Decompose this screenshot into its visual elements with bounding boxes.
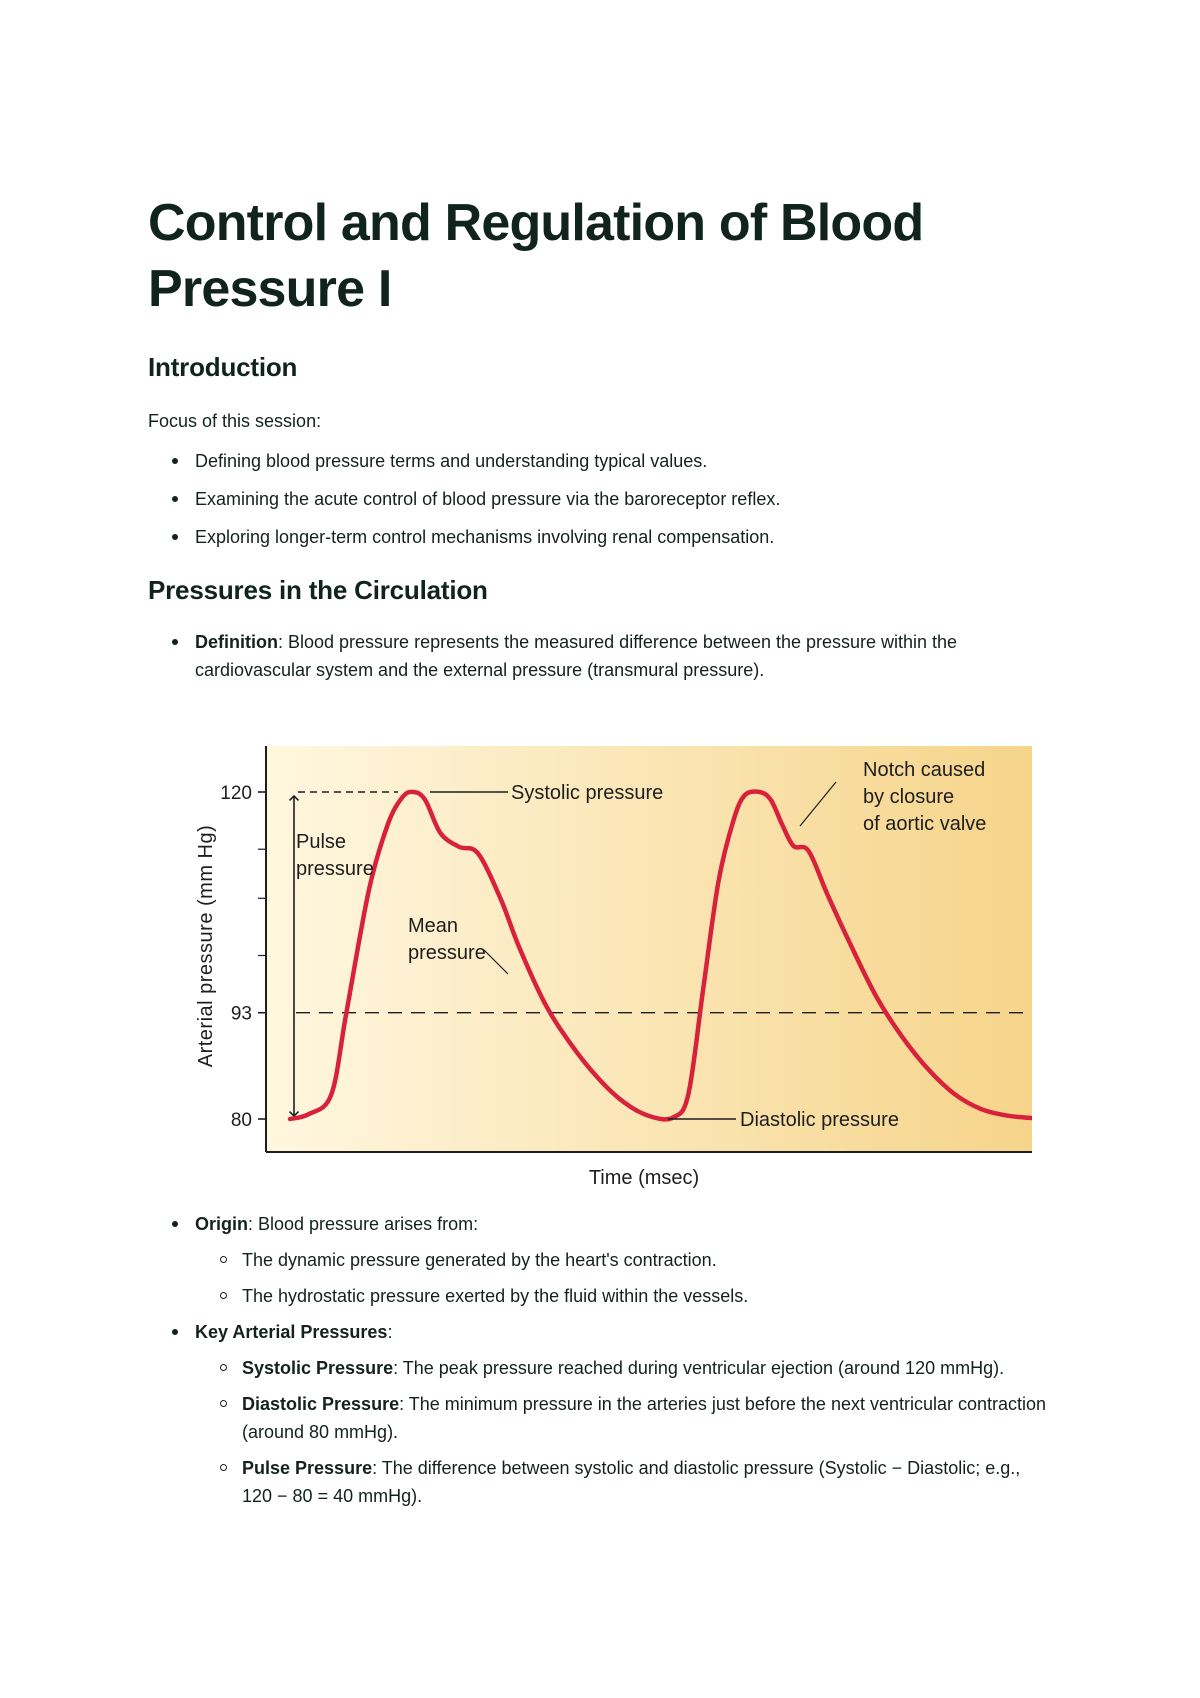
list-item: The dynamic pressure generated by the heart's contraction. [219,1246,1048,1274]
pulse-term: Pulse Pressure [242,1458,373,1478]
annotation-notch-line: of aortic valve [863,813,987,835]
list-item: Examining the acute control of blood pressure via the baroreceptor reflex. [170,485,1048,513]
key-pressures-term: Key Arterial Pressures [195,1322,388,1342]
pressure-details-list [170,1210,1048,1510]
origin-sublist [219,1246,1048,1310]
y-tick-label: 80 [230,1110,252,1131]
list-item: Exploring longer-term control mechanisms involving renal compensation. [170,523,1048,551]
annotation-pulse-line: pressure [296,858,374,880]
annotation-pulse-line: Pulse [296,831,347,853]
annotation-mean-line: Mean [408,915,459,937]
list-item [219,1454,1048,1510]
annotation-systolic: Systolic pressure [511,782,664,804]
diastolic-text: : The minimum pressure in the arteries just before the next ventricular contraction (around 80 mmHg). [242,1394,1047,1442]
intro-list [170,447,1048,551]
y-ticks [220,783,266,1131]
definition-list [170,628,1048,684]
systolic-text: : The peak pressure reached during ventricular ejection (around 120 mmHg). [393,1358,1005,1378]
origin-term: Origin [195,1214,248,1234]
pulse-text: : The difference between systolic and diastolic pressure (Systolic − Diastolic; e.g., 120 − 80 = 40 mmHg). [242,1458,1021,1506]
list-item: The hydrostatic pressure exerted by the fluid within the vessels. [219,1282,1048,1310]
list-item [170,1318,1048,1510]
list-item [219,1354,1048,1382]
annotation-notch-line: by closure [863,786,955,808]
x-axis-label: Time (msec) [588,1167,700,1189]
y-tick-label: 120 [220,783,252,804]
chart-canvas [172,716,1032,1196]
list-item [170,1210,1048,1310]
section-heading-introduction: Introduction [148,352,298,382]
page-title: Control and Regulation of Blood Pressure I [148,194,924,318]
intro-lead: Focus of this session: [148,411,322,431]
diastolic-term: Diastolic Pressure [242,1394,400,1414]
annotation-mean-line: pressure [408,942,486,964]
y-tick-label: 93 [230,1003,252,1025]
arterial-pressure-chart [172,716,1032,1196]
section-heading-pressures: Pressures in the Circulation [148,575,488,605]
document-page [148,190,1048,1518]
definition-term: Definition [195,632,278,652]
definition-text: : Blood pressure represents the measured difference between the pressure within the cardiovascular system and the external pressure (transmural pressure). [195,632,958,680]
systolic-term: Systolic Pressure [242,1358,394,1378]
list-item [219,1390,1048,1446]
list-item: Defining blood pressure terms and understanding typical values. [170,447,1048,475]
annotation-diastolic: Diastolic pressure [740,1109,899,1131]
origin-text: : Blood pressure arises from: [248,1214,479,1234]
list-item [170,628,1048,684]
y-axis-label: Arterial pressure (mm Hg) [195,824,217,1068]
key-pressures-sublist [219,1354,1048,1510]
annotation-notch-line: Notch caused [863,759,986,781]
key-pressures-text: : [387,1322,393,1342]
